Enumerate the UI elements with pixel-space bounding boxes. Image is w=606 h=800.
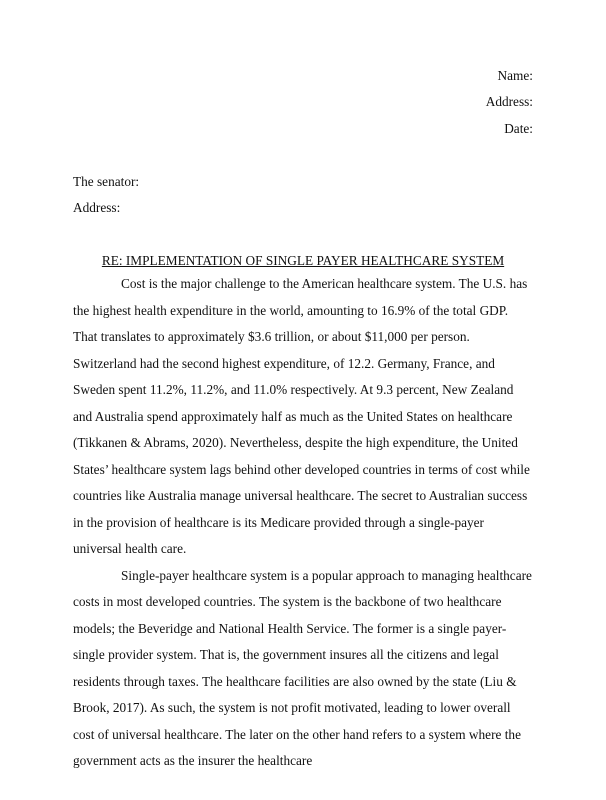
body-paragraph: Single-payer healthcare system is a popular approach to managing healthcare costs in most developed countries. The system is the backbone of two healthcare models; the Beveridge and National Health Service. The former is a single payer-single provider system. That is, the government insures all the citizens and legal residents through taxes. The healthcare facilities are also owned by the state (Liu & Brook, 2017). As such, the system is not profit motivated, leading to lower overall cost of universal healthcare. The later on the other hand refers to a system where the government acts as the insurer the healthcare — [73, 567, 532, 768]
sender-date-label: Date: — [504, 121, 533, 136]
recipient-address-label: Address: — [73, 200, 121, 215]
sender-name-label: Name: — [497, 68, 533, 83]
sender-address-label: Address: — [485, 94, 533, 109]
letter-body — [73, 271, 535, 775]
recipient-title: The senator: — [73, 174, 140, 189]
body-paragraph: Cost is the major challenge to the American healthcare system. The U.S. has the highest health expenditure in the world, amounting to 16.9% of the total GDP. That translates to approximately $3.6 trillion, or about $11,000 per person. Switzerland had the second highest expenditure, of 12.2. Germany, France, and Sweden spent 11.2%, 11.2%, and 11.0% respectively. At 9.3 percent, New Zealand and Australia spend approximately half as much as the United States on healthcare (Tikkanen & Abrams, 2020). Nevertheless, despite the high expenditure, the United States’ healthcare system lags behind other developed countries in terms of cost while countries like Australia manage universal healthcare. The secret to Australian success in the provision of healthcare is its Medicare provided through a single-payer universal health care. — [73, 276, 530, 556]
subject-line: RE: IMPLEMENTATION OF SINGLE PAYER HEALTHCARE SYSTEM — [101, 253, 505, 268]
